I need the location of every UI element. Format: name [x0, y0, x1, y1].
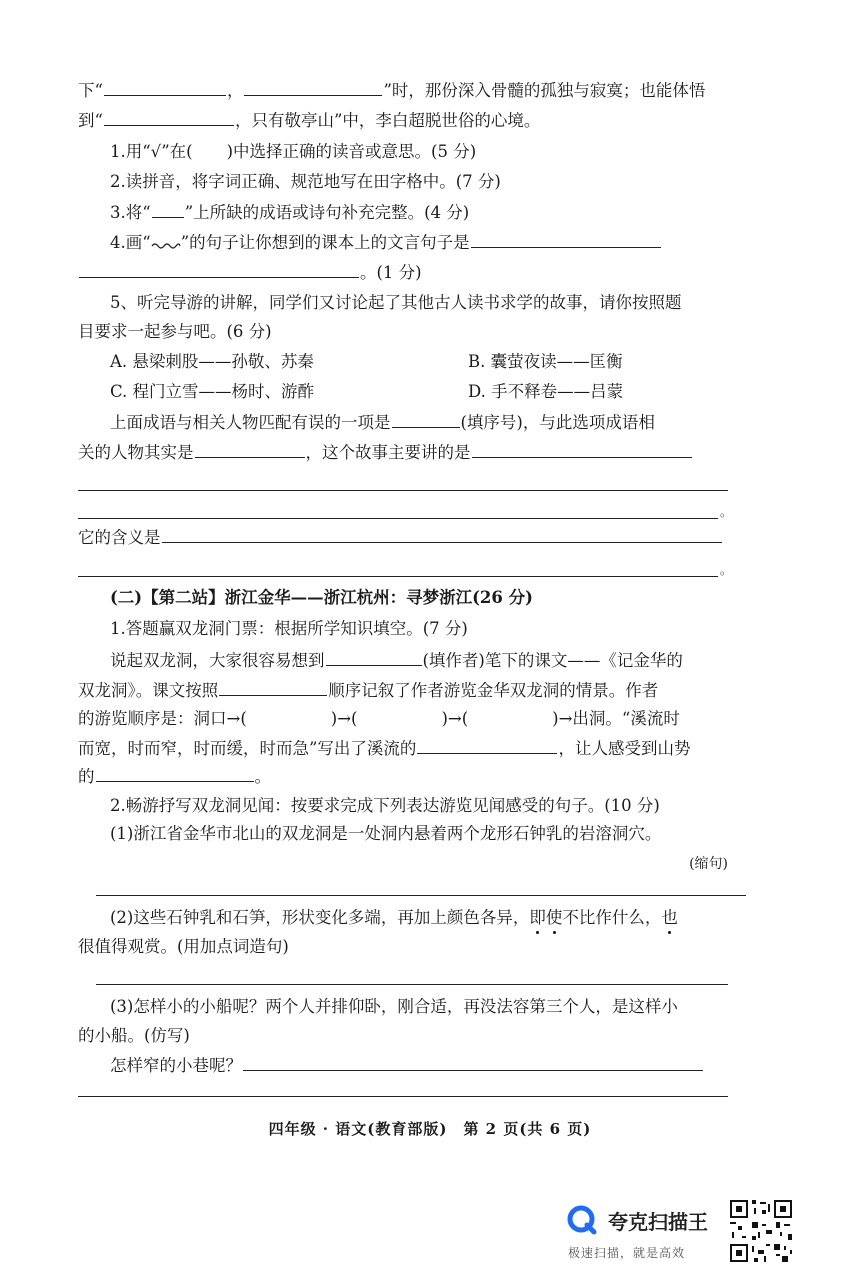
blank[interactable]: [195, 440, 305, 458]
blank[interactable]: [162, 525, 722, 543]
task-4: [110, 230, 728, 255]
text: 。(1 分): [360, 263, 422, 282]
s2-q2-2-cont: 很值得观赏。(用加点词造句): [78, 937, 289, 956]
s2-p1: [110, 648, 728, 673]
text: ，只有敬亭山”中，李白超脱世俗的心境。: [234, 111, 541, 130]
text: 到“: [78, 111, 103, 130]
answer-line[interactable]: [78, 490, 728, 491]
intro-line-1: [78, 78, 728, 103]
text: (填序号)，与此选项成语相: [460, 413, 655, 432]
text: 。: [254, 767, 271, 786]
blank[interactable]: [471, 230, 661, 248]
s2-q2-3: (3)怎样小的小船呢？两个人并排仰卧，刚合适，再没法容第三个人，是这样小: [110, 997, 678, 1016]
s2-p3: [78, 707, 728, 731]
s2-q1: 1.答题赢双龙洞门票：根据所学知识填空。(7 分): [110, 619, 468, 638]
task-4-cont: [78, 260, 728, 285]
text: 顺序记叙了作者游览金华双龙洞的情景。作者: [328, 681, 659, 700]
text: 不比作什么，: [562, 908, 662, 927]
s2-p2: [78, 678, 728, 703]
blank[interactable]: [326, 648, 422, 666]
s2-q2-1: (1)浙江省金华市北山的双龙洞是一处洞内悬着两个龙形石钟乳的岩溶洞穴。: [110, 824, 662, 843]
blank[interactable]: [219, 678, 327, 696]
section-2-title: (二)【第二站】浙江金华——浙江杭州：寻梦浙江(26 分): [110, 588, 533, 607]
text: 它的含义是: [78, 528, 161, 547]
answer-line[interactable]: [78, 576, 718, 577]
text: )→(: [330, 709, 358, 728]
blank[interactable]: [79, 260, 359, 278]
q5-ask-2: [78, 440, 728, 465]
intro-line-2: [78, 108, 728, 133]
blank[interactable]: [104, 78, 226, 96]
text: 的: [78, 767, 95, 786]
text: 说起双龙洞，大家很容易想到: [110, 651, 325, 670]
quark-logo-icon: [566, 1204, 598, 1236]
text: )→出洞。“溪流时: [552, 709, 680, 728]
text: ，让人感受到山势: [558, 739, 691, 758]
text: 下“: [78, 81, 103, 100]
task-1: [110, 140, 728, 164]
brand-name: 夸克扫描王: [608, 1210, 708, 1234]
text: 1.用“√”在(: [110, 142, 193, 161]
text: ，这个故事主要讲的是: [305, 443, 471, 462]
text: 3.将“: [110, 203, 151, 222]
text: ”上所缺的成语或诗句补充完整。(4 分): [184, 203, 470, 222]
text: ，: [226, 81, 244, 100]
text: 双龙洞》。课文按照: [78, 681, 219, 700]
task-2: 2.读拼音，将字词正确、规范地写在田字格中。(7 分): [110, 172, 501, 191]
s2-q2-3-imitate: [110, 1053, 728, 1078]
q5-ask-1: [110, 410, 728, 435]
q5-meaning: [78, 525, 728, 550]
blank[interactable]: [104, 108, 234, 126]
period: 。: [720, 563, 733, 577]
option-a: A. 悬梁刺股——孙敬、苏秦: [110, 352, 314, 371]
answer-line[interactable]: [78, 518, 718, 519]
page-footer: 四年级 · 语文(教育部版) 第 2 页(共 6 页): [268, 1120, 592, 1138]
text: 怎样窄的小巷呢？: [110, 1056, 242, 1075]
blank[interactable]: [244, 78, 382, 96]
text: (2)这些石钟乳和石笋，形状变化多端，再加上颜色各异，: [110, 908, 530, 927]
blank[interactable]: [243, 1053, 703, 1071]
s2-p5: [78, 764, 728, 789]
s2-q2: 2.畅游抒写双龙洞见闻：按要求完成下列表达游览见闻感受的句子。(10 分): [110, 796, 660, 815]
text: ”时，那份深入骨髓的孤独与寂寞；也能体悟: [383, 81, 706, 100]
text: 而宽，时而窄，时而缓，时而急”写出了溪流的: [78, 739, 417, 758]
text: 关的人物其实是: [78, 443, 194, 462]
answer-line[interactable]: [96, 984, 728, 985]
answer-line[interactable]: [96, 895, 746, 896]
s2-q2-3-cont: 的小船。(仿写): [78, 1026, 190, 1045]
task-tag: (缩句): [689, 856, 728, 872]
s2-q2-2: [110, 906, 728, 930]
text: )→(: [441, 709, 469, 728]
underline-mark: [152, 200, 184, 218]
answer-line[interactable]: [78, 1096, 728, 1097]
dotted-word: 也: [661, 908, 678, 927]
option-b: B. 囊萤夜读——匡衡: [468, 352, 623, 371]
qr-code-icon: [728, 1198, 794, 1264]
dotted-word: 使: [545, 908, 563, 927]
blank[interactable]: [392, 410, 460, 428]
brand-slogan: 极速扫描，就是高效: [568, 1246, 686, 1260]
dotted-word: 即: [529, 908, 546, 927]
s2-p4: [78, 736, 728, 761]
blank[interactable]: [472, 440, 692, 458]
q5-prompt-2: 目要求一起参与吧。(6 分): [78, 322, 272, 341]
text: ”的句子让你想到的课本上的文言句子是: [180, 233, 470, 252]
blank[interactable]: [417, 736, 557, 754]
text: 的游览顺序是：洞口→(: [78, 709, 247, 728]
period: 。: [720, 505, 733, 519]
wavy-line-icon: [151, 240, 181, 250]
text: 4.画“: [110, 233, 151, 252]
option-c: C. 程门立雪——杨时、游酢: [110, 382, 315, 401]
option-d: D. 手不释卷——吕蒙: [468, 382, 624, 401]
text: 上面成语与相关人物匹配有误的一项是: [110, 413, 391, 432]
q5-prompt-1: 5、听完导游的讲解，同学们又讨论起了其他古人读书求学的故事，请你按照题: [110, 293, 682, 312]
task-3: [110, 200, 728, 225]
text: )中选择正确的读音或意思。(5 分): [226, 142, 477, 161]
text: (填作者)笔下的课文——《记金华的: [422, 651, 683, 670]
blank[interactable]: [96, 764, 254, 782]
